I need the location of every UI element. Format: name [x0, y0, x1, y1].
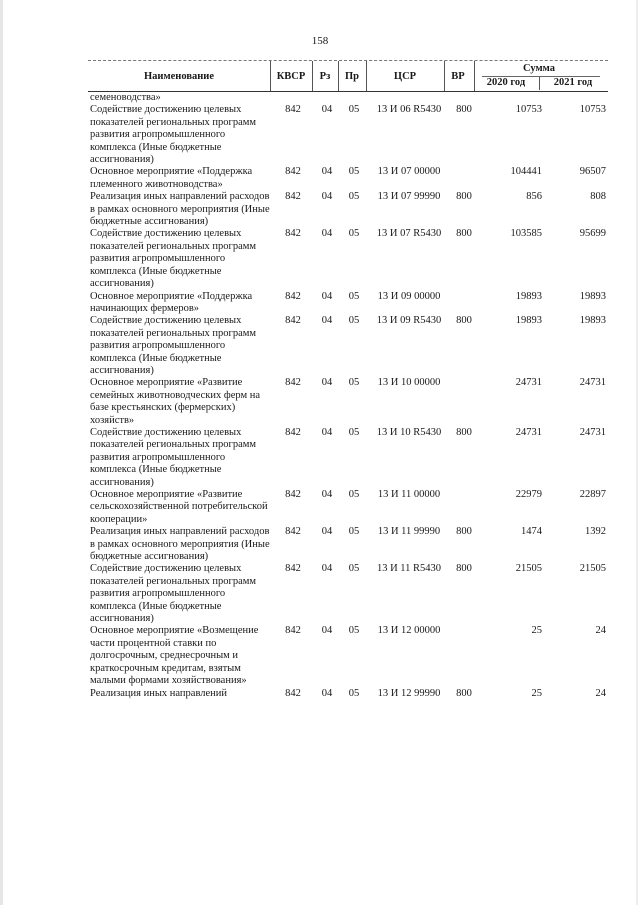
cell-sum-2020: 1474 — [521, 526, 542, 538]
cell-sum-2021: 24731 — [579, 377, 606, 389]
table-row — [88, 104, 608, 166]
cell-pr: 05 — [348, 290, 360, 302]
cell-sum-2020: 24731 — [515, 426, 542, 438]
cell-name: Основное мероприятие «Поддержка племенного животноводства» — [90, 166, 253, 190]
scan-edge-right — [636, 0, 638, 905]
cell-pr: 05 — [348, 489, 360, 500]
cell-pr: 05 — [348, 625, 360, 637]
cell-vr: 800 — [456, 426, 472, 438]
cell-sum-2020: 19893 — [515, 315, 542, 327]
cell-pr: 05 — [348, 166, 360, 178]
header-sum-group — [474, 61, 604, 91]
cell-vr: 800 — [456, 563, 472, 575]
cell-pr: 05 — [348, 104, 360, 116]
cell-pr: 05 — [348, 191, 360, 203]
table-row — [88, 526, 608, 563]
cell-rz: 04 — [321, 489, 333, 500]
cell-kvsr: 842 — [285, 687, 301, 699]
cell-sum-2020: 25 — [531, 625, 542, 637]
header-name: Наименование — [144, 70, 214, 82]
cell-name: Реализация иных направлений расходов в рамках основного мероприятия (Иные бюджетные ассигнования) — [90, 526, 270, 563]
cell-sum-2021: 21505 — [579, 563, 606, 575]
cell-vr: 800 — [456, 315, 472, 327]
continued-text-fragment: семеноводства» — [90, 92, 161, 103]
cell-kvsr: 842 — [285, 426, 301, 438]
cell-kvsr: 842 — [285, 228, 301, 240]
table-row — [88, 688, 608, 700]
cell-sum-2021: 10753 — [579, 104, 606, 116]
cell-rz: 04 — [321, 377, 333, 389]
header-sum: Сумма — [523, 63, 555, 74]
cell-pr: 05 — [348, 526, 360, 538]
cell-sum-2021: 808 — [590, 191, 606, 203]
cell-sum-2020: 104441 — [510, 166, 542, 178]
cell-name: Реализация иных направлений расходов в рамках основного мероприятия (Иные бюджетные ассигнования) — [90, 191, 270, 228]
cell-csr: 13 И 12 99990 — [377, 687, 441, 699]
header-pr: Пр — [344, 70, 359, 82]
table-row — [88, 489, 608, 526]
cell-name: Основное мероприятие «Возмещение части процентной ставки по долгосрочным, среднесрочным и краткосрочным кредитам, взятым малыми формами хозяйствования» — [90, 625, 259, 687]
header-vr: ВР — [451, 70, 465, 82]
cell-kvsr: 842 — [285, 191, 301, 203]
cell-rz: 04 — [321, 526, 333, 538]
table-header — [88, 60, 608, 92]
cell-sum-2021: 95699 — [579, 228, 606, 240]
cell-pr: 05 — [348, 315, 360, 327]
cell-csr: 13 И 06 R5430 — [376, 104, 442, 116]
cell-sum-2020: 103585 — [510, 228, 542, 240]
cell-sum-2020: 22979 — [515, 489, 542, 500]
cell-csr: 13 И 10 R5430 — [376, 426, 442, 438]
cell-pr: 05 — [348, 377, 360, 389]
cell-csr: 13 И 07 00000 — [377, 166, 441, 178]
cell-kvsr: 842 — [285, 526, 301, 538]
cell-vr: 800 — [456, 526, 472, 538]
cell-csr: 13 И 12 00000 — [377, 625, 441, 637]
cell-kvsr: 842 — [285, 625, 301, 637]
table-row — [88, 166, 608, 191]
cell-sum-2020: 19893 — [515, 290, 542, 302]
header-year-2021: 2021 год — [553, 77, 593, 88]
table-row — [88, 563, 608, 625]
cell-kvsr: 842 — [285, 104, 301, 116]
cell-rz: 04 — [321, 687, 333, 699]
cell-kvsr: 842 — [285, 489, 301, 500]
cell-rz: 04 — [321, 315, 333, 327]
cell-name: Содействие достижению целевых показателей региональных программ развития агропромышленного комплекса (Иные бюджетные ассигнования) — [90, 426, 257, 488]
cell-name: Содействие достижению целевых показателей региональных программ развития агропромышленного комплекса (Иные бюджетные ассигнования) — [90, 563, 257, 625]
cell-kvsr: 842 — [285, 563, 301, 575]
cell-rz: 04 — [321, 625, 333, 637]
cell-rz: 04 — [321, 166, 333, 178]
cell-csr: 13 И 11 99990 — [377, 526, 441, 538]
header-divider — [539, 77, 540, 90]
cell-csr: 13 И 09 00000 — [377, 290, 441, 302]
cell-name: Реализация иных направлений — [90, 687, 228, 699]
cell-csr: 13 И 11 R5430 — [376, 563, 442, 575]
cell-kvsr: 842 — [285, 290, 301, 302]
table-row — [88, 291, 608, 316]
cell-kvsr: 842 — [285, 166, 301, 178]
cell-vr: 800 — [456, 104, 472, 116]
cell-sum-2021: 96507 — [579, 166, 606, 178]
cell-vr: 800 — [456, 228, 472, 240]
cell-name: Основное мероприятие «Поддержка начинающих фермеров» — [90, 290, 253, 314]
cell-name: Основное мероприятие «Развитие сельскохозяйственной потребительской кооперации» — [90, 489, 268, 525]
cell-kvsr: 842 — [285, 315, 301, 327]
cell-vr: 800 — [456, 191, 472, 203]
cell-pr: 05 — [348, 563, 360, 575]
table-rows — [88, 104, 608, 700]
cell-pr: 05 — [348, 426, 360, 438]
table-body — [88, 92, 608, 700]
cell-csr: 13 И 09 R5430 — [376, 315, 442, 327]
budget-table — [88, 60, 608, 700]
cell-vr: 800 — [456, 687, 472, 699]
table-row — [88, 427, 608, 489]
header-year-2020: 2020 год — [486, 77, 526, 88]
cell-rz: 04 — [321, 228, 333, 240]
cell-csr: 13 И 07 99990 — [377, 191, 441, 203]
cell-rz: 04 — [321, 563, 333, 575]
table-row — [88, 315, 608, 377]
cell-csr: 13 И 11 00000 — [377, 489, 441, 500]
cell-sum-2021: 24 — [595, 625, 606, 637]
cell-rz: 04 — [321, 191, 333, 203]
cell-sum-2021: 19893 — [579, 315, 606, 327]
cell-pr: 05 — [348, 687, 360, 699]
cell-sum-2020: 856 — [526, 191, 542, 203]
cell-rz: 04 — [321, 104, 333, 116]
table-row — [88, 377, 608, 427]
cell-sum-2021: 19893 — [579, 290, 606, 302]
cell-csr: 13 И 07 R5430 — [376, 228, 442, 240]
cell-name: Содействие достижению целевых показателей региональных программ развития агропромышленного комплекса (Иные бюджетные ассигнования) — [90, 104, 257, 166]
cell-sum-2020: 21505 — [515, 563, 542, 575]
cell-sum-2021: 1392 — [585, 526, 606, 538]
cell-sum-2021: 24 — [595, 687, 606, 699]
cell-name: Основное мероприятие «Развитие семейных животноводческих ферм на базе крестьянских (фермерских) хозяйств» — [90, 377, 260, 426]
cell-sum-2020: 10753 — [515, 104, 542, 116]
page-number: 158 — [311, 35, 329, 47]
header-rz: Рз — [319, 70, 331, 82]
cell-name: Содействие достижению целевых показателей региональных программ развития агропромышленного комплекса (Иные бюджетные ассигнования) — [90, 315, 257, 376]
cell-sum-2021: 24731 — [579, 426, 606, 438]
header-kvsr: КВСР — [276, 70, 306, 82]
header-csr: ЦСР — [393, 70, 417, 82]
cell-sum-2020: 25 — [531, 687, 542, 699]
cell-rz: 04 — [321, 290, 333, 302]
cell-sum-2020: 24731 — [515, 377, 542, 389]
cell-name: Содействие достижению целевых показателей региональных программ развития агропромышленного комплекса (Иные бюджетные ассигнования) — [90, 228, 257, 290]
cell-csr: 13 И 10 00000 — [377, 377, 441, 389]
table-row — [88, 191, 608, 228]
table-row — [88, 625, 608, 687]
scan-edge-left — [0, 0, 3, 905]
cell-kvsr: 842 — [285, 377, 301, 389]
cell-sum-2021: 22897 — [579, 489, 606, 500]
cell-pr: 05 — [348, 228, 360, 240]
table-row — [88, 228, 608, 290]
cell-rz: 04 — [321, 426, 333, 438]
